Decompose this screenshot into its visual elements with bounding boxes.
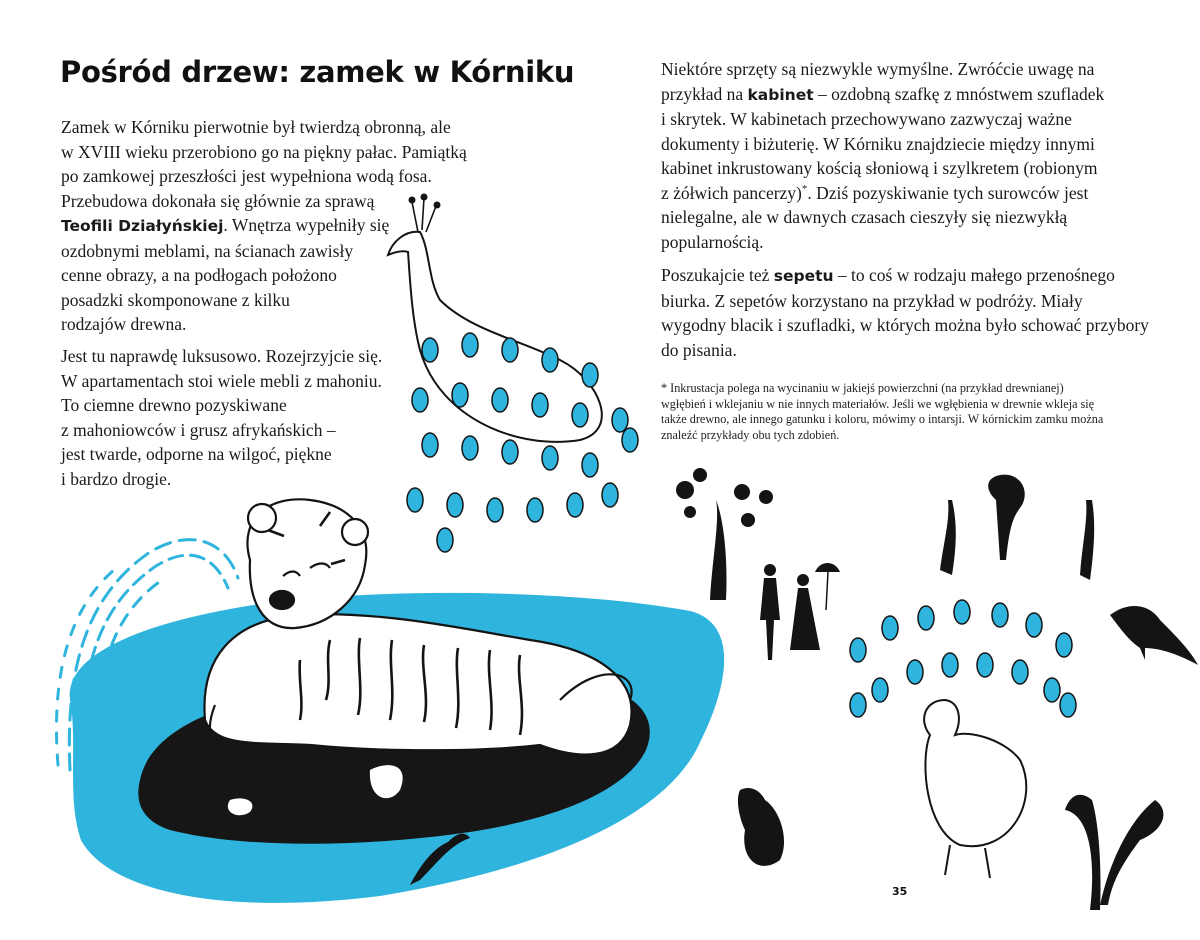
text-line: wygodny blacik i szufladki, w których można było schować przybory — [661, 315, 1149, 335]
text-line: nielegalne, ale w dawnych czasach cieszyły się niezwykłą — [661, 207, 1068, 227]
footnote-line: także drewno, ale innego gatunku i koloru, mówimy o intarsji. W kórnickim zamku można — [661, 412, 1104, 427]
crow-icon — [1110, 606, 1198, 665]
left-paragraph-1 — [61, 115, 467, 337]
text-fragment: z żółwich pancerzy) — [661, 182, 802, 203]
page-title: Pośród drzew: zamek w Kórniku — [60, 55, 575, 89]
keyword-kabinet: kabinet — [747, 85, 814, 104]
text-line: Jest tu naprawdę luksusowo. Rozejrzyjcie się. — [61, 346, 383, 366]
text-line: dokumenty i biżuterię. W Kórniku znajdziecie między innymi — [661, 133, 1095, 154]
footnote-line: wgłębień i wklejaniu w nie innych materiałów. Jeśli we wgłębienia w drewnie wkleja się — [661, 396, 1095, 411]
peacock-fan-icon — [850, 600, 1076, 878]
text-line: rodzajów drewna. — [61, 314, 187, 334]
text-line: cenne obrazy, a na podłogach położono — [61, 265, 337, 285]
text-line: To ciemne drewno pozyskiwane — [61, 395, 287, 415]
keyword-teofili: Teofili Działyńskiej — [61, 217, 224, 235]
text-line: z mahoniowców i grusz afrykańskich – — [61, 419, 336, 440]
text-line: i bardzo drogie. — [61, 468, 172, 489]
text-line: Przebudowa dokonała się głównie za sprawą — [61, 190, 375, 211]
right-paragraph-1 — [661, 57, 1104, 254]
page-number: 35 — [892, 885, 908, 898]
text-line — [661, 181, 1104, 206]
dark-peacock-icon — [738, 788, 784, 866]
text-line: Zamek w Kórniku pierwotnie był twierdzą obronną, ale — [61, 117, 451, 137]
text-line — [661, 82, 1104, 108]
text-line: kabinet inkrustowany kością słoniową i szylkretem (robionym — [661, 158, 1098, 178]
text-fragment: Poszukajcie też — [661, 265, 774, 285]
text-line: do pisania. — [661, 339, 737, 360]
text-fragment: . Wnętrza wypełniły się — [223, 215, 390, 235]
text-fragment: – to coś w rodzaju małego przenośnego — [833, 265, 1115, 285]
text-line: i skrytek. W kabinetach przechowywano zazwyczaj ważne — [661, 109, 1072, 129]
text-line: po zamkowej przeszłości jest wypełniona wodą fosa. — [61, 166, 432, 186]
footnote — [661, 381, 1103, 443]
text-line: biurka. Z sepetów korzystano na przykład w podróży. Miały — [661, 290, 1083, 311]
text-line: w XVIII wieku przerobiono go na piękny pałac. Pamiątką — [61, 141, 467, 162]
text-line: Niektóre sprzęty są niezwykle wymyślne. Zwróćcie uwagę na — [661, 59, 1095, 79]
text-line — [661, 263, 1149, 289]
text-fragment: przykład na — [661, 83, 748, 104]
text-line: popularnością. — [661, 231, 764, 252]
people-icon — [760, 563, 840, 660]
keyword-sepetu: sepetu — [773, 267, 834, 285]
text-fragment: . Dziś pozyskiwanie tych surowców jest — [807, 182, 1089, 203]
text-line: ozdobnymi meblami, na ścianach zawisły — [61, 240, 354, 261]
text-line: jest twarde, odporne na wilgoć, piękne — [61, 444, 332, 464]
left-paragraph-2 — [61, 344, 382, 491]
footnote-line: znaleźć przykłady obu tych zdobień. — [661, 427, 840, 442]
text-line: posadzki skomponowane z kilku — [61, 289, 290, 310]
text-line: W apartamentach stoi wiele mebli z mahoniu. — [61, 370, 382, 391]
text-line — [61, 213, 467, 239]
right-paragraph-2 — [661, 263, 1149, 362]
footnote-marker: * — [801, 182, 808, 195]
text-fragment: – ozdobną szafkę z mnóstwem szufladek — [813, 83, 1105, 104]
footnote-line: * Inkrustacja polega na wycinaniu w jakiejś powierzchni (na przykład drewnianej) — [661, 381, 1064, 395]
